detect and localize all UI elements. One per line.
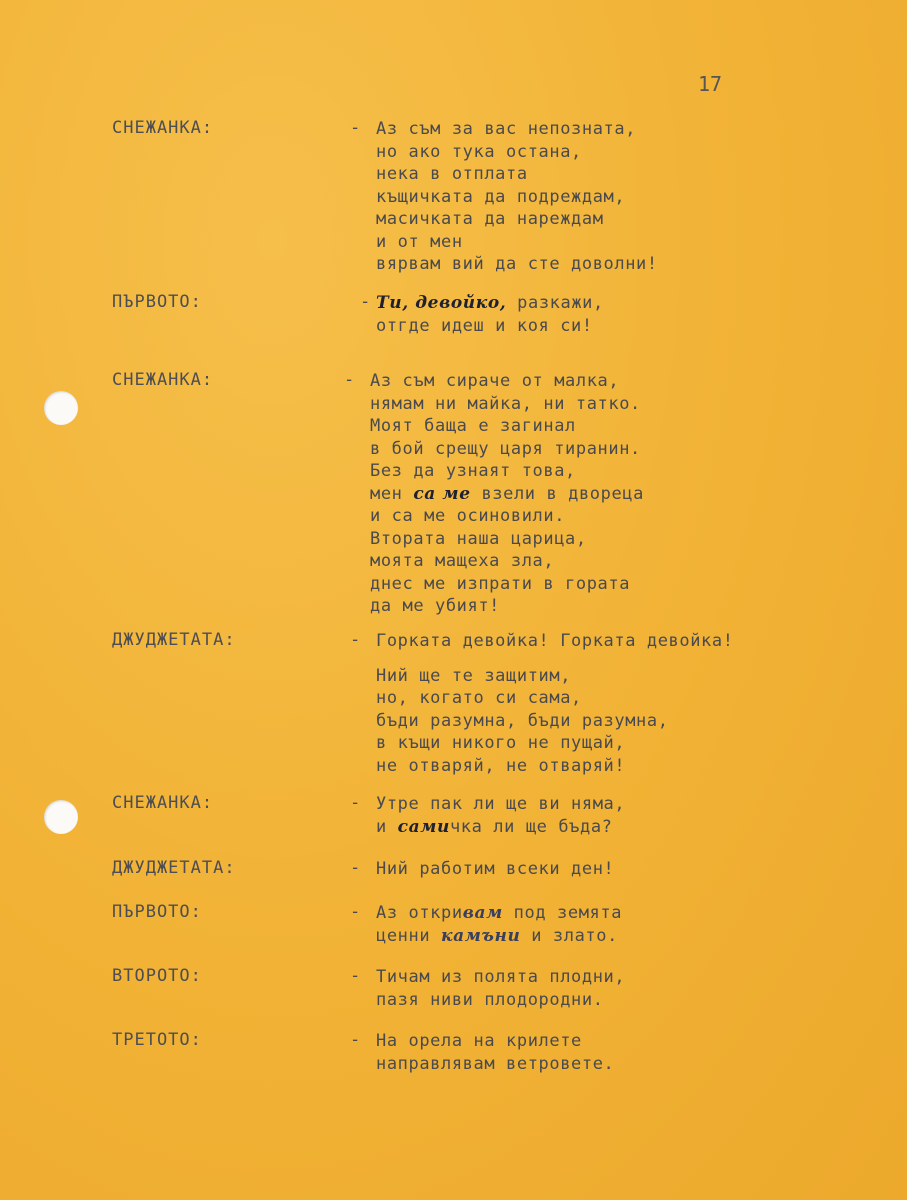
dialogue-lines	[376, 118, 658, 276]
dialogue-line: Тичам из полята плодни,	[376, 967, 626, 987]
dialogue-line: Ний ще те защитим,	[376, 665, 572, 686]
page-number: 17	[698, 72, 723, 96]
typed-text: и злато.	[520, 925, 618, 946]
dialogue-line: Аз съм за вас непозната,	[376, 119, 637, 139]
dialogue-lines	[376, 902, 622, 947]
dialogue-line	[376, 292, 604, 315]
handwritten-correction: вам	[462, 903, 503, 923]
typed-text: ценни	[376, 925, 442, 946]
dialogue-lines	[376, 966, 625, 1011]
speaker-name: ПЪРВОТО:	[112, 292, 202, 312]
handwritten-correction: сами	[397, 816, 450, 837]
dialogue-dash: -	[350, 118, 361, 138]
dialogue-line: Моят баща е загинал	[370, 416, 576, 436]
dialogue-line	[376, 816, 625, 839]
dialogue-line: и от мен	[376, 231, 463, 252]
typed-text: разкажи,	[506, 293, 604, 313]
handwritten-correction: камъни	[441, 925, 521, 946]
punch-hole-lower	[44, 800, 78, 834]
typed-text: и	[376, 816, 398, 837]
dialogue-line: Втората наша царица,	[370, 528, 587, 549]
dialogue-line: не отваряй, не отваряй!	[376, 755, 626, 776]
typed-text: взели в двореца	[470, 483, 644, 504]
dialogue-line: вярвам вий да сте доволни!	[376, 254, 658, 274]
dialogue-line: да ме убият!	[370, 596, 501, 616]
dialogue-lines	[376, 292, 604, 337]
speaker-name: ПЪРВОТО:	[112, 902, 202, 922]
dialogue-line	[376, 925, 622, 948]
speaker-name: ВТОРОТО:	[112, 966, 202, 986]
dialogue-dash: -	[350, 1030, 361, 1050]
dialogue-lines	[376, 630, 734, 777]
dialogue-dash: -	[350, 858, 361, 878]
dialogue-line: но, когато си сама,	[376, 688, 582, 708]
dialogue-lines	[376, 793, 625, 838]
dialogue-line: Ний работим всеки ден!	[376, 859, 615, 879]
dialogue-line: отгде идеш и коя си!	[376, 315, 593, 336]
dialogue-line: направлявам ветровете.	[376, 1053, 615, 1074]
dialogue-line: в къщи никого не пущай,	[376, 733, 626, 753]
speaker-name: ТРЕТОТО:	[112, 1030, 202, 1050]
speaker-name: СНЕЖАНКА:	[112, 370, 214, 390]
typed-text: под земята	[502, 903, 623, 923]
dialogue-line	[376, 902, 622, 925]
speaker-name: СНЕЖАНКА:	[112, 793, 214, 813]
dialogue-dash: -	[350, 630, 361, 650]
dialogue-line: нека в отплата	[376, 164, 528, 184]
typed-text: Аз откри	[376, 903, 463, 923]
dialogue-dash: -	[350, 902, 361, 922]
dialogue-line: моята мащеха зла,	[370, 551, 555, 571]
speaker-name: ДЖУДЖЕТАТА:	[112, 630, 236, 650]
dialogue-dash: -	[344, 370, 355, 390]
dialogue-lines	[376, 858, 614, 881]
typed-text: мен	[370, 483, 414, 504]
handwritten-correction: са ме	[413, 483, 471, 504]
dialogue-line: Без да узнаят това,	[370, 461, 576, 481]
dialogue-line: нямам ни майка, ни татко.	[370, 393, 641, 414]
dialogue-line: днес ме изпрати в гората	[370, 573, 631, 594]
dialogue-line: Утре пак ли ще ви няма,	[376, 794, 626, 814]
dialogue-lines	[370, 370, 644, 618]
handwritten-correction: Ти, девойко,	[376, 293, 507, 313]
dialogue-line: На орела на крилете	[376, 1031, 582, 1051]
dialogue-dash: -	[350, 793, 361, 813]
dialogue-line: масичката да нареждам	[376, 209, 604, 229]
typed-text: чка ли ще бъда?	[449, 816, 613, 837]
dialogue-line: но ако тука остана,	[376, 141, 582, 162]
dialogue-lines	[376, 1030, 614, 1075]
dialogue-line: бъди разумна, бъди разумна,	[376, 710, 669, 731]
dialogue-line: пазя ниви плодородни.	[376, 989, 604, 1010]
dialogue-dash: -	[360, 292, 371, 312]
speaker-name: СНЕЖАНКА:	[112, 118, 214, 138]
dialogue-line: в бой срещу царя тиранин.	[370, 438, 641, 459]
speaker-name: ДЖУДЖЕТАТА:	[112, 858, 236, 878]
dialogue-line: Горката девойка! Горката девойка!	[376, 631, 734, 651]
dialogue-line: къщичката да подреждам,	[376, 186, 626, 207]
dialogue-line: и са ме осиновили.	[370, 506, 566, 526]
dialogue-line: Аз съм сираче от малка,	[370, 371, 620, 391]
punch-hole-upper	[44, 391, 78, 425]
dialogue-line	[370, 483, 644, 506]
dialogue-dash: -	[350, 966, 361, 986]
